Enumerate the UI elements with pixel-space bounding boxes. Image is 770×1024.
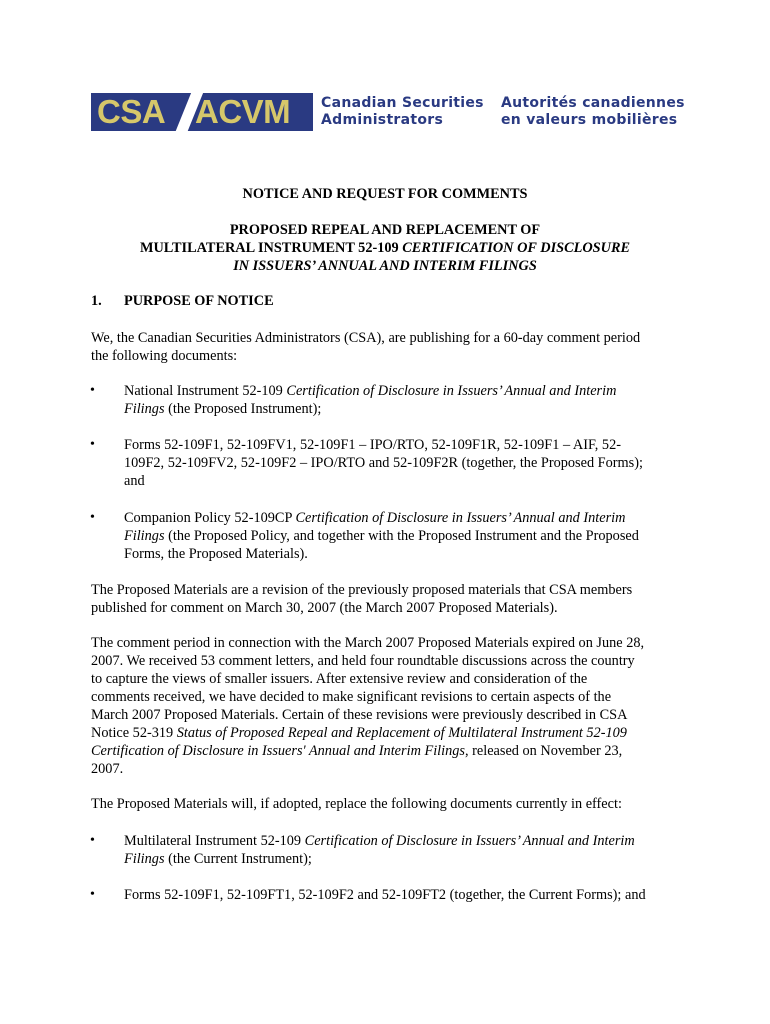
notice-subtitle: PROPOSED REPEAL AND REPLACEMENT OF MULTILATERAL INSTRUMENT 52-109 CERTIFICATION OF DISCLOSURE IN ISSUERS’ ANNUAL AND INTERIM FILINGS [139,222,631,274]
bullet-dot: • [90,383,95,398]
csa-acvm-logo [91,93,691,133]
section-heading: PURPOSE OF NOTICE [124,293,274,309]
list-item: Companion Policy 52-109CP Certification of Disclosure in Issuers’ Annual and Interim Filings (the Proposed Policy, and together with the Proposed Instrument and the Proposed Forms, the Proposed Materials). [124,510,639,562]
revision-paragraph: The Proposed Materials are a revision of the previously proposed materials that CSA members published for comment on March 30, 2007 (the March 2007 Proposed Materials). [91,582,633,616]
comment-period-paragraph: The comment period in connection with the March 2007 Proposed Materials expired on June 28, 2007. We received 53 comment letters, and held four roundtable discussions across the country to capture the views of smaller issuers. After extensive review and consideration of the comments received, we have decided to make significant revisions to certain aspects of the March 2007 Proposed Materials. Certain of these revisions were previously described in CSA Notice 52-319 Status of Proposed Repeal and Replacement of Multilateral Instrument 52-109 Certification of Disclosure in Issuers' Annual and Interim Filings, released on November 23, 2007. [91,635,645,777]
logo-french-name: Autorités canadiennes en valeurs mobilières [501,95,685,128]
bullet-dot: • [90,887,95,902]
notice-title: NOTICE AND REQUEST FOR COMMENTS [242,186,528,202]
replace-paragraph: The Proposed Materials will, if adopted, replace the following documents currently in effect: [91,796,622,812]
intro-paragraph: We, the Canadian Securities Administrators (CSA), are publishing for a 60-day comment period the following documents: [91,330,641,364]
logo-word-csa: CSA [97,93,166,130]
bullet-dot: • [90,833,95,848]
logo-english-name: Canadian Securities Administrators [321,95,484,128]
list-item: Multilateral Instrument 52-109 Certification of Disclosure in Issuers’ Annual and Interim Filings (the Current Instrument); [124,833,635,867]
bullet-dot: • [90,510,95,525]
logo-mark [91,93,313,131]
logo-word-acvm: ACVM [195,93,291,130]
list-item: Forms 52-109F1, 52-109FV1, 52-109F1 – IPO/RTO, 52-109F1R, 52-109F1 – AIF, 52- 109F2, 52-109FV2, 52-109F2 – IPO/RTO and 52-109F2R (together, the Proposed Forms); and [124,437,643,489]
list-item: Forms 52-109F1, 52-109FT1, 52-109F2 and 52-109FT2 (together, the Current Forms); and [124,887,646,903]
section-number: 1. [91,293,102,309]
list-item: National Instrument 52-109 Certification of Disclosure in Issuers’ Annual and Interim Filings (the Proposed Instrument); [124,383,617,417]
bullet-dot: • [90,437,95,452]
